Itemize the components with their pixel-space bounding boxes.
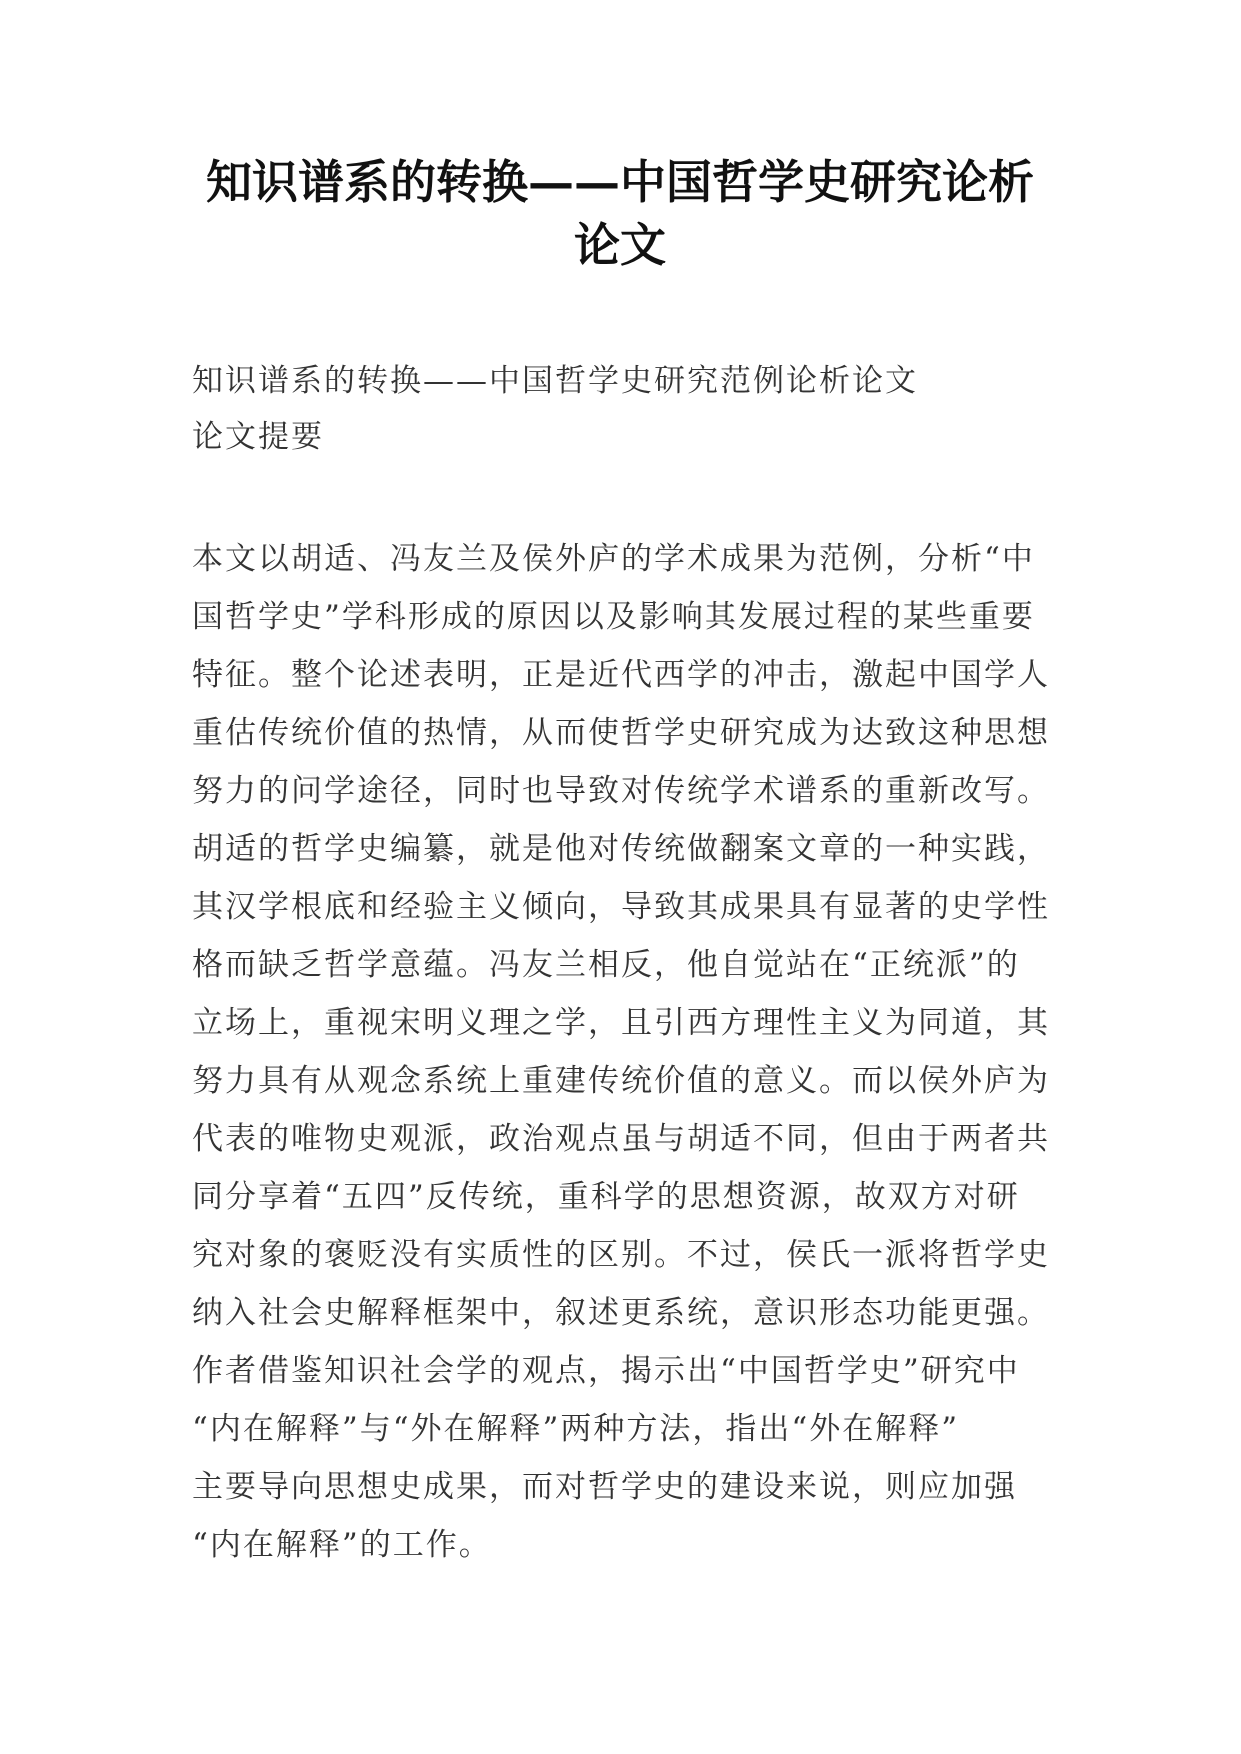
abstract-line: 重估传统价值的热情，从而使哲学史研究成为达致这种思想 [192, 715, 1050, 751]
abstract-line: 格而缺乏哲学意蕴。冯友兰相反，他自觉站在“正统派”的 [192, 947, 1020, 983]
abstract-line: 努力具有从观念系统上重建传统价值的意义。而以侯外庐为 [192, 1063, 1050, 1099]
abstract-line: 究对象的褒贬没有实质性的区别。不过，侯氏一派将哲学史 [192, 1237, 1050, 1273]
abstract-line: 立场上，重视宋明义理之学，且引西方理性主义为同道，其 [192, 1005, 1050, 1041]
abstract-line: 主要导向思想史成果，而对哲学史的建设来说，则应加强 [192, 1469, 1017, 1505]
abstract-line: 其汉学根底和经验主义倾向，导致其成果具有显著的史学性 [192, 889, 1050, 925]
abstract-line: “内在解释”与“外在解释”两种方法，指出“外在解释” [192, 1411, 960, 1447]
section-heading: 论文提要 [192, 419, 324, 455]
document-title-line-1: 知识谱系的转换——中国哲学史研究论析 [206, 155, 1034, 209]
abstract-line: 同分享着“五四”反传统，重科学的思想资源，故双方对研 [192, 1179, 1020, 1215]
abstract-line: 作者借鉴知识社会学的观点，揭示出“中国哲学史”研究中 [192, 1353, 1020, 1389]
abstract-line: 纳入社会史解释框架中，叙述更系统，意识形态功能更强。 [192, 1295, 1050, 1331]
abstract-line: 代表的唯物史观派，政治观点虽与胡适不同，但由于两者共 [192, 1121, 1050, 1157]
abstract-line: “内在解释”的工作。 [192, 1527, 492, 1563]
document-subtitle: 知识谱系的转换——中国哲学史研究范例论析论文 [192, 363, 918, 399]
abstract-line: 国哲学史”学科形成的原因以及影响其发展过程的某些重要 [192, 599, 1035, 635]
document-title-line-2: 论文 [574, 218, 666, 272]
abstract-line: 特征。整个论述表明，正是近代西学的冲击，激起中国学人 [192, 657, 1050, 693]
abstract-line: 努力的问学途径，同时也导致对传统学术谱系的重新改写。 [192, 773, 1050, 809]
abstract-line: 本文以胡适、冯友兰及侯外庐的学术成果为范例，分析“中 [192, 541, 1035, 577]
abstract-line: 胡适的哲学史编纂，就是他对传统做翻案文章的一种实践， [192, 831, 1050, 867]
abstract-body [192, 530, 1072, 1574]
